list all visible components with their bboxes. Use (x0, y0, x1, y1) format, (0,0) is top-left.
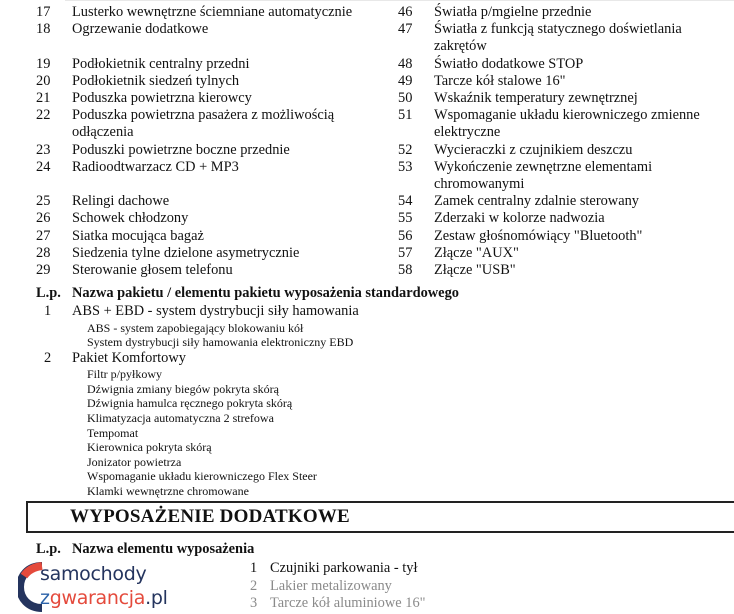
packages-header (36, 285, 459, 302)
package-element: ABS - system zapobiegający blokowaniu kół (87, 320, 304, 335)
packages-header-lp: L.p. (36, 285, 61, 301)
row-text: Złącze "AUX" (434, 244, 519, 261)
package-element: Kierownica pokryta skórą (87, 440, 212, 455)
row-number: 26 (36, 210, 51, 227)
equipment-row (392, 228, 734, 245)
row-number: 58 (398, 262, 413, 279)
package-number: 1 (44, 303, 52, 319)
row-gap (30, 176, 386, 193)
equipment-row (30, 262, 386, 279)
row-number: 23 (36, 141, 51, 158)
equipment-row (392, 193, 734, 210)
standard-list-right (392, 4, 734, 279)
row-number: 55 (398, 210, 413, 227)
equipment-row (392, 56, 734, 73)
additional-text: Lakier metalizowany (270, 577, 392, 594)
row-number: 48 (398, 55, 413, 72)
row-number: 24 (36, 158, 51, 175)
additional-row (250, 560, 426, 578)
package-element: Tempomat (87, 425, 139, 440)
row-text: Relingi dachowe (72, 193, 170, 210)
row-text: Lusterko wewnętrzne ściemniane automatycznie (72, 4, 353, 20)
row-text: Siatka mocująca bagaż (72, 227, 204, 244)
row-text: Zderzaki w kolorze nadwozia (434, 210, 605, 227)
watermark-logo (18, 560, 228, 614)
row-number: 50 (398, 90, 413, 107)
watermark-line2 (40, 588, 168, 608)
equipment-row (30, 21, 386, 38)
package-element: Klamki wewnętrzne chromowane (87, 483, 249, 498)
row-number: 25 (36, 193, 51, 210)
watermark-line1: samochody (40, 563, 147, 585)
additional-header (36, 541, 254, 558)
row-text: Zestaw głośnomówiący "Bluetooth" (434, 227, 643, 244)
additional-text: Czujniki parkowania - tył (270, 560, 418, 576)
equipment-row (392, 210, 734, 227)
row-text: Schowek chłodzony (72, 210, 189, 227)
package-element: Dźwignia hamulca ręcznego pokryta skórą (87, 396, 293, 411)
row-number: 17 (36, 4, 51, 20)
equipment-row (392, 262, 734, 279)
row-number: 51 (398, 107, 413, 124)
equipment-row (392, 159, 734, 193)
equipment-row (30, 193, 386, 210)
additional-rows (250, 560, 426, 613)
equipment-row (30, 245, 386, 262)
package-element: Filtr p/pyłkowy (87, 367, 163, 382)
additional-header-name: Nazwa elementu wyposażenia (72, 541, 255, 557)
packages-list (36, 303, 556, 499)
equipment-row (30, 159, 386, 176)
watermark-pl: .pl (145, 587, 168, 609)
row-text: Radioodtwarzacz CD + MP3 (72, 158, 239, 175)
row-number: 52 (398, 141, 413, 158)
row-number: 22 (36, 107, 51, 124)
package-element: Klimatyzacja automatyczna 2 strefowa (87, 410, 274, 425)
watermark-gwarancja: gwarancja (49, 587, 146, 609)
row-text: Światła p/mgielne przednie (434, 4, 592, 20)
row-text: Światło dodatkowe STOP (434, 55, 584, 72)
row-text: Siedzenia tylne dzielone asymetrycznie (72, 244, 300, 261)
additional-number: 3 (250, 595, 258, 611)
row-number: 49 (398, 72, 413, 89)
equipment-row (30, 4, 386, 21)
equipment-row (30, 210, 386, 227)
row-text: Sterowanie głosem telefonu (72, 262, 233, 279)
row-text: Wspomaganie układu kierowniczego zmienne elektryczne (434, 107, 700, 141)
package-number: 2 (44, 349, 52, 366)
row-number: 57 (398, 244, 413, 261)
standard-list-left (30, 4, 386, 279)
row-number: 53 (398, 158, 413, 175)
row-text: Poduszki powietrzne boczne przednie (72, 141, 290, 158)
row-text: Światła z funkcją statycznego doświetlania zakrętów (434, 21, 682, 55)
row-text: Tarcze kół stalowe 16" (434, 72, 566, 89)
equipment-row (392, 21, 734, 55)
equipment-row (30, 228, 386, 245)
equipment-row (392, 245, 734, 262)
row-text: Wskaźnik temperatury zewnętrznej (434, 90, 638, 107)
package-name: ABS + EBD - system dystrybucji siły hamowania (72, 303, 359, 319)
row-number: 18 (36, 21, 51, 38)
equipment-row (30, 56, 386, 73)
top-rule (65, 0, 734, 1)
additional-number: 2 (250, 577, 258, 594)
row-number: 20 (36, 72, 51, 89)
package-element: Jonizator powietrza (87, 454, 182, 469)
row-number: 19 (36, 55, 51, 72)
equipment-row (30, 90, 386, 107)
equipment-row (392, 107, 734, 141)
row-number: 27 (36, 227, 51, 244)
row-number: 54 (398, 193, 413, 210)
row-text: Wykończenie zewnętrzne elementami chromowanymi (434, 158, 653, 193)
row-number: 28 (36, 244, 51, 261)
equipment-row (30, 142, 386, 159)
equipment-row (392, 4, 734, 21)
watermark-z: z (40, 587, 50, 609)
row-text: Poduszka powietrzna kierowcy (72, 90, 252, 106)
row-text: Wycieraczki z czujnikiem deszczu (434, 141, 633, 158)
additional-row (250, 578, 426, 596)
row-number: 21 (36, 90, 51, 106)
row-number: 47 (398, 21, 413, 38)
package-element: Dźwignia zmiany biegów pokryta skórą (87, 381, 279, 396)
additional-header-lp: L.p. (36, 541, 61, 557)
package-element: System dystrybucji siły hamowania elektroniczny EBD (87, 335, 354, 350)
equipment-row (392, 90, 734, 107)
row-number: 29 (36, 262, 51, 279)
row-text: Podłokietnik siedzeń tylnych (72, 72, 240, 89)
section-title: WYPOSAŻENIE DODATKOWE (70, 506, 350, 527)
packages-header-name: Nazwa pakietu / elementu pakietu wyposażenia standardowego (72, 285, 459, 301)
row-gap (30, 38, 386, 55)
row-text: Ogrzewanie dodatkowe (72, 21, 209, 38)
additional-text: Tarcze kół aluminiowe 16" (270, 595, 426, 611)
row-number: 46 (398, 4, 413, 20)
row-text: Złącze "USB" (434, 262, 516, 279)
equipment-row (392, 142, 734, 159)
row-text: Poduszka powietrzna pasażera z możliwością odłączenia (72, 107, 335, 141)
package-row (36, 303, 556, 321)
row-number: 56 (398, 227, 413, 244)
package-element: Wspomaganie układu kierowniczego Flex Steer (87, 469, 317, 484)
package-name: Pakiet Komfortowy (72, 349, 186, 366)
equipment-row (392, 73, 734, 90)
additional-number: 1 (250, 560, 258, 576)
additional-row (250, 595, 426, 613)
equipment-row (30, 73, 386, 90)
row-text: Podłokietnik centralny przedni (72, 55, 250, 72)
package-row (36, 350, 556, 368)
row-text: Zamek centralny zdalnie sterowany (434, 193, 639, 210)
equipment-row (30, 107, 386, 141)
